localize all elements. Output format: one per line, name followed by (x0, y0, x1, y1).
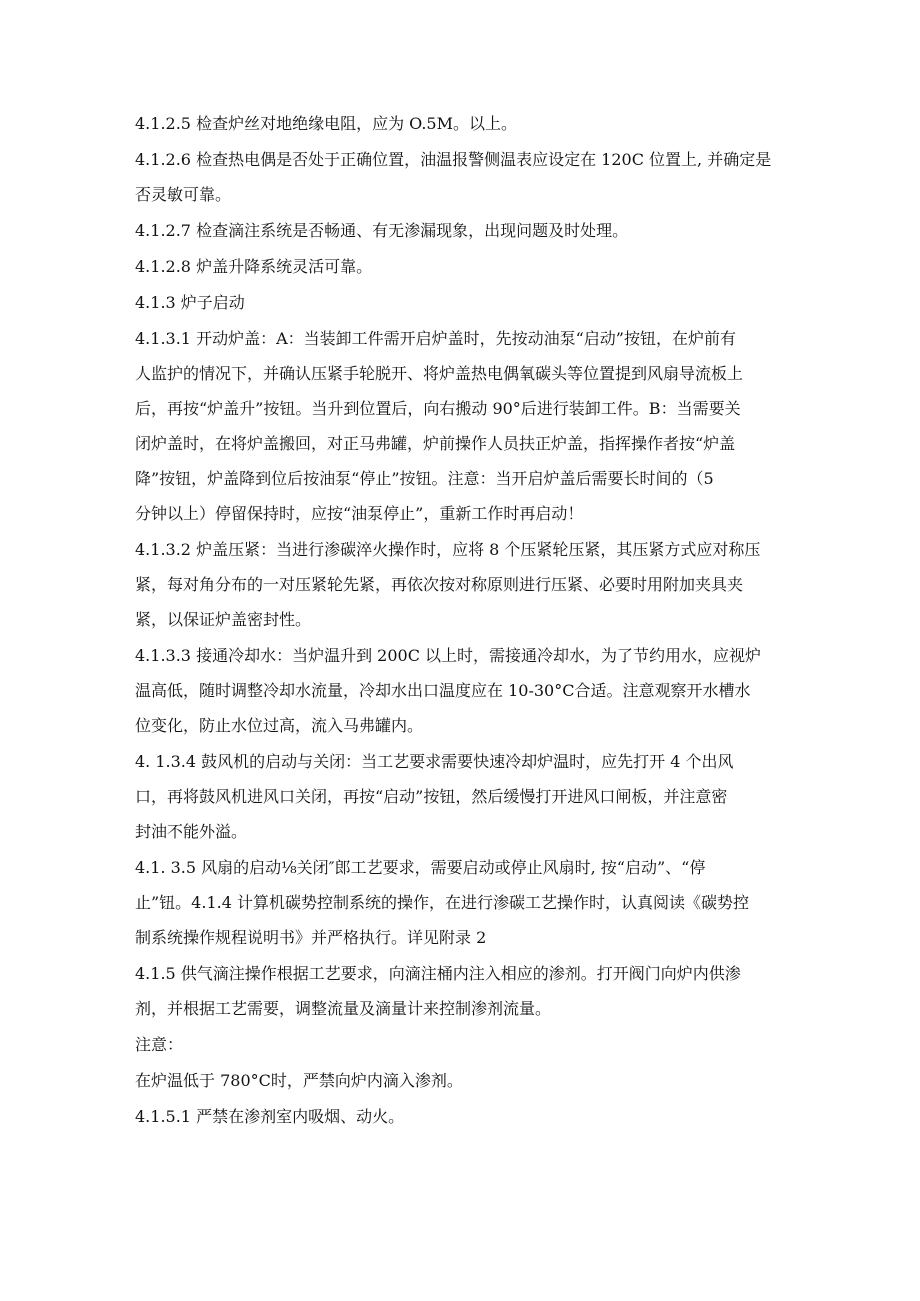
text-line: 4.1. 3.5 风扇的启动⅛关闭″郎工艺要求，需要启动或停止风扇时, 按“启动”、“停 (135, 858, 706, 877)
text-line: 4.1.3.1 开动炉盖：A：当装卸工件需开启炉盖时，先按动油泵“启动”按钮，在炉前有 (135, 329, 736, 348)
text-line: 在炉温低于 780°C时，严禁向炉内滴入渗剂。 (135, 1071, 463, 1090)
paragraph (135, 856, 795, 950)
text-line: 4.1.5 供气滴注操作根据工艺要求，向滴注桶内注入相应的渗剂。打开阀门向炉内供渗 (135, 964, 741, 983)
text-line: 剂，并根据工艺需要，调整流量及滴量计来控制渗剂流量。 (135, 999, 552, 1018)
text-line: 4.1.2.6 检查热电偶是否处于正确位置，油温报警侧温表应设定在 120C 位置上, 并确定是 (135, 150, 772, 169)
text-line: 4.1.5.1 严禁在渗剂室内吸烟、动火。 (135, 1107, 405, 1126)
paragraph-gap (135, 279, 795, 291)
text-line: 4.1.2.7 检查滴注系统是否畅通、有无渗漏现象，出现问题及时处理。 (135, 221, 629, 240)
paragraph (135, 148, 795, 207)
paragraph-gap (135, 1057, 795, 1069)
text-line: 口，再将鼓风机进风口关闭，再按“启动”按钮，然后缓慢打开进风口闸板，并注意密 (135, 787, 728, 806)
text-line: 否灵敏可靠。 (135, 185, 232, 204)
text-line: 4.1.2.5 检查炉丝对地绝缘电阻，应为 O.5M。以上。 (135, 114, 517, 133)
text-line: 4.1.3.2 炉盖压紧：当进行渗碳淬火操作时，应将 8 个压紧轮压紧，其压紧方式应对称压 (135, 540, 761, 559)
paragraph (135, 255, 795, 279)
paragraph-gap (135, 315, 795, 327)
text-line: 止”钮。4.1.4 计算机碳势控制系统的操作，在进行渗碳工艺操作时，认真阅读《碳势控 (135, 893, 749, 912)
text-line: 人监护的情况下，并确认压紧手轮脱开、将炉盖热电偶氧碳头等位置提到风扇导流板上 (135, 364, 744, 383)
text-line: 4.1.3 炉子启动 (135, 293, 245, 312)
paragraph (135, 112, 795, 136)
text-line: 分钟以上）停留保持时，应按“油泵停止”，重新工作时再启动！ (135, 504, 584, 523)
paragraph (135, 750, 795, 844)
text-line: 4. 1.3.4 鼓风机的启动与关闭：当工艺要求需要快速冷却炉温时，应先打开 4 个出风 (135, 752, 734, 771)
text-line: 位变化，防止水位过高，流入马弗罐内。 (135, 716, 424, 735)
paragraph-gap (135, 207, 795, 219)
text-line: 制系统操作规程说明书》并严格执行。详见附录 2 (135, 928, 487, 947)
paragraph-gap (135, 1093, 795, 1105)
document-body (135, 112, 795, 1129)
text-line: 后，再按“炉盖升”按钮。当升到位置后，向右搬动 90°后进行装卸工件。B：当需要关 (135, 399, 741, 418)
text-line: 闭炉盖时，在将炉盖搬回，对正马弗罐，炉前操作人员扶正炉盖，指挥操作者按“炉盖 (135, 434, 736, 453)
paragraph (135, 962, 795, 1021)
paragraph-gap (135, 738, 795, 750)
paragraph (135, 1033, 795, 1057)
text-line: 温高低，随时调整冷却水流量，冷却水出口温度应在 10-30°C合适。注意观察开水槽水 (135, 681, 751, 700)
paragraph (135, 219, 795, 243)
paragraph-gap (135, 243, 795, 255)
paragraph (135, 538, 795, 632)
text-line: 封油不能外溢。 (135, 822, 248, 841)
text-line: 紧，以保证炉盖密封性。 (135, 610, 312, 629)
paragraph (135, 327, 795, 526)
text-line: 降”按钮，炉盖降到位后按油泵“停止”按钮。注意：当开启炉盖后需要长时间的（5 (135, 469, 714, 488)
paragraph (135, 1069, 795, 1093)
paragraph (135, 291, 795, 315)
paragraph-gap (135, 950, 795, 962)
paragraph-gap (135, 1021, 795, 1033)
text-line: 4.1.3.3 接通冷却水：当炉温升到 200C 以上时，需接通冷却水，为了节约用水，应视炉 (135, 646, 762, 665)
paragraph (135, 1105, 795, 1129)
text-line: 注意： (135, 1035, 184, 1054)
text-line: 紧，每对角分布的一对压紧轮先紧，再依次按对称原则进行压紧、必要时用附加夹具夹 (135, 575, 744, 594)
paragraph (135, 644, 795, 738)
paragraph-gap (135, 844, 795, 856)
paragraph-gap (135, 632, 795, 644)
paragraph-gap (135, 526, 795, 538)
paragraph-gap (135, 136, 795, 148)
text-line: 4.1.2.8 炉盖升降系统灵活可靠。 (135, 257, 373, 276)
